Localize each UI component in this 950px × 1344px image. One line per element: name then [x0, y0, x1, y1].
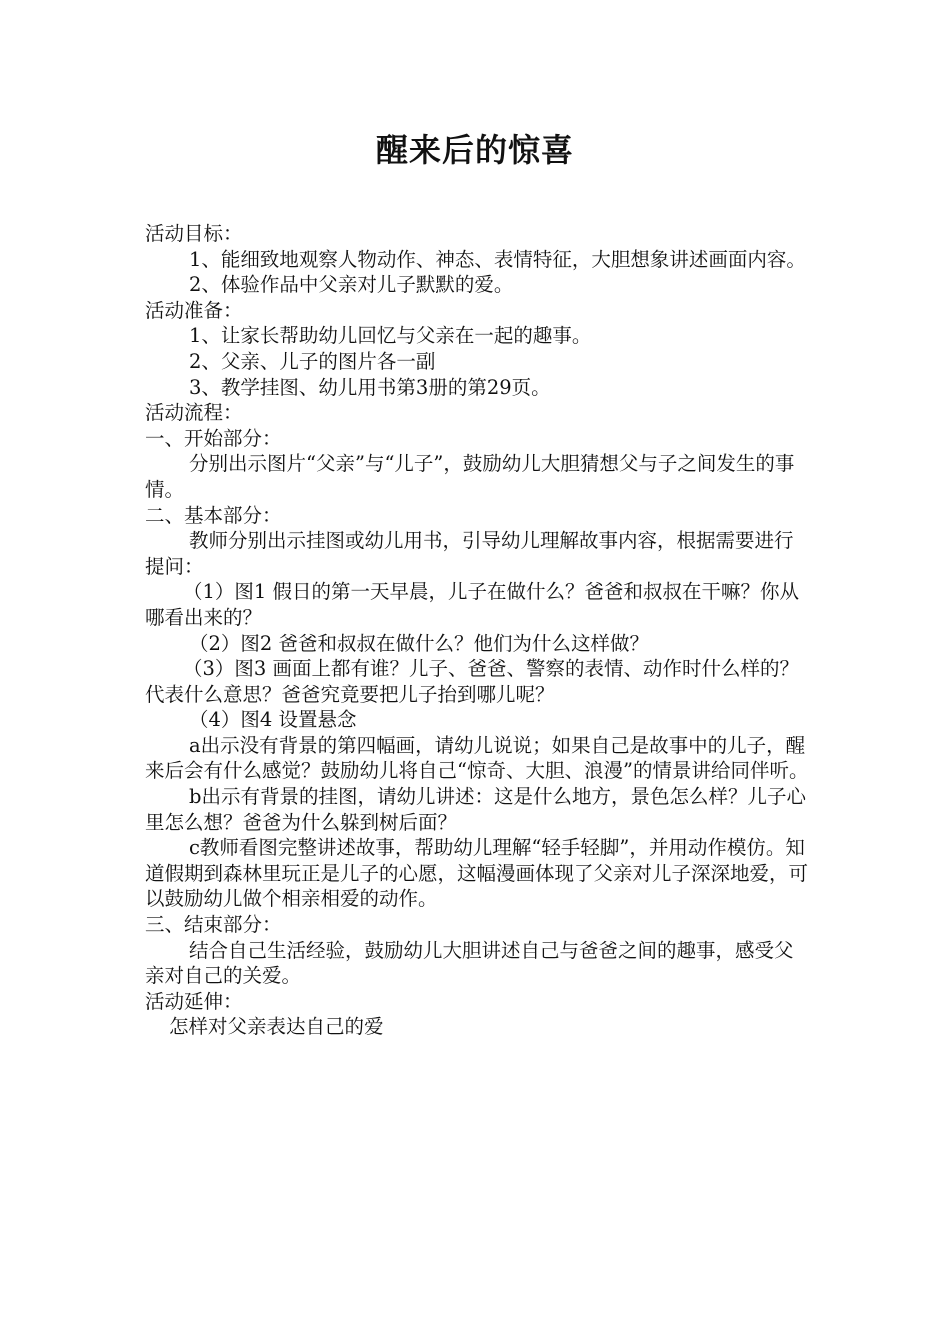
preparation-item-2: 2、父亲、儿子的图片各一副 [189, 349, 436, 373]
goal-item-2: 2、体验作品中父亲对儿子默默的爱。 [189, 273, 514, 297]
subsection-heading-end: 三、结束部分： [145, 913, 282, 937]
step-a-paragraph: a出示没有背景的第四幅画，请幼儿说说；如果自己是故事中的儿子，醒来后会有什么感觉？鼓励幼儿将自己“惊奇、大胆、浪漫”的情景讲给同伴听。 [145, 733, 809, 783]
section-heading-preparation: 活动准备： [145, 298, 243, 322]
preparation-item-1: 1、让家长帮助幼儿回忆与父亲在一起的趣事。 [189, 324, 592, 348]
step-c-paragraph: c教师看图完整讲述故事，帮助幼儿理解“轻手轻脚”，并用动作模仿。知道假期到森林里玩正是儿子的心愿，这幅漫画体现了父亲对儿子深深地爱，可以鼓励幼儿做个相亲相爱的动作。 [145, 836, 809, 911]
question-figure-2: （2）图2 爸爸和叔叔在做什么？他们为什么这样做？ [189, 631, 650, 655]
goal-item-1: 1、能细致地观察人物动作、神态、表情特征，大胆想象讲述画面内容。 [189, 247, 806, 271]
basic-paragraph: 教师分别出示挂图或幼儿用书，引导幼儿理解故事内容，根据需要进行提问： [145, 529, 794, 578]
preparation-item-3: 3、教学挂图、幼儿用书第3册的第29页。 [189, 375, 551, 399]
subsection-heading-start: 一、开始部分： [145, 426, 282, 450]
question-figure-3: （3）图3 画面上都有谁？儿子、爸爸、警察的表情、动作时什么样的？代表什么意思？爸爸究竟要把儿子抬到哪儿呢？ [145, 657, 800, 706]
question-figure-4: （4）图4 设置悬念 [189, 708, 357, 732]
extension-paragraph: 怎样对父亲表达自己的爱 [169, 1015, 384, 1039]
section-heading-goals: 活动目标： [145, 222, 243, 245]
section-heading-extension: 活动延伸： [145, 989, 243, 1013]
section-heading-process: 活动流程： [145, 401, 243, 425]
document-body [145, 221, 810, 1040]
step-b-paragraph: b出示有背景的挂图，请幼儿讲述：这是什么地方，景色怎么样？儿子心里怎么想？爸爸为什么躲到树后面？ [145, 785, 806, 834]
document-title: 醒来后的惊喜 [375, 131, 574, 169]
start-paragraph: 分别出示图片“父亲”与“儿子”，鼓励幼儿大胆猜想父与子之间发生的事情。 [145, 452, 795, 501]
subsection-heading-basic: 二、基本部分： [145, 503, 282, 527]
end-paragraph: 结合自己生活经验，鼓励幼儿大胆讲述自己与爸爸之间的趣事，感受父亲对自己的关爱。 [145, 938, 794, 988]
question-figure-1: （1）图1 假日的第一天早晨，儿子在做什么？爸爸和叔叔在干嘛？你从哪看出来的？ [145, 580, 800, 629]
